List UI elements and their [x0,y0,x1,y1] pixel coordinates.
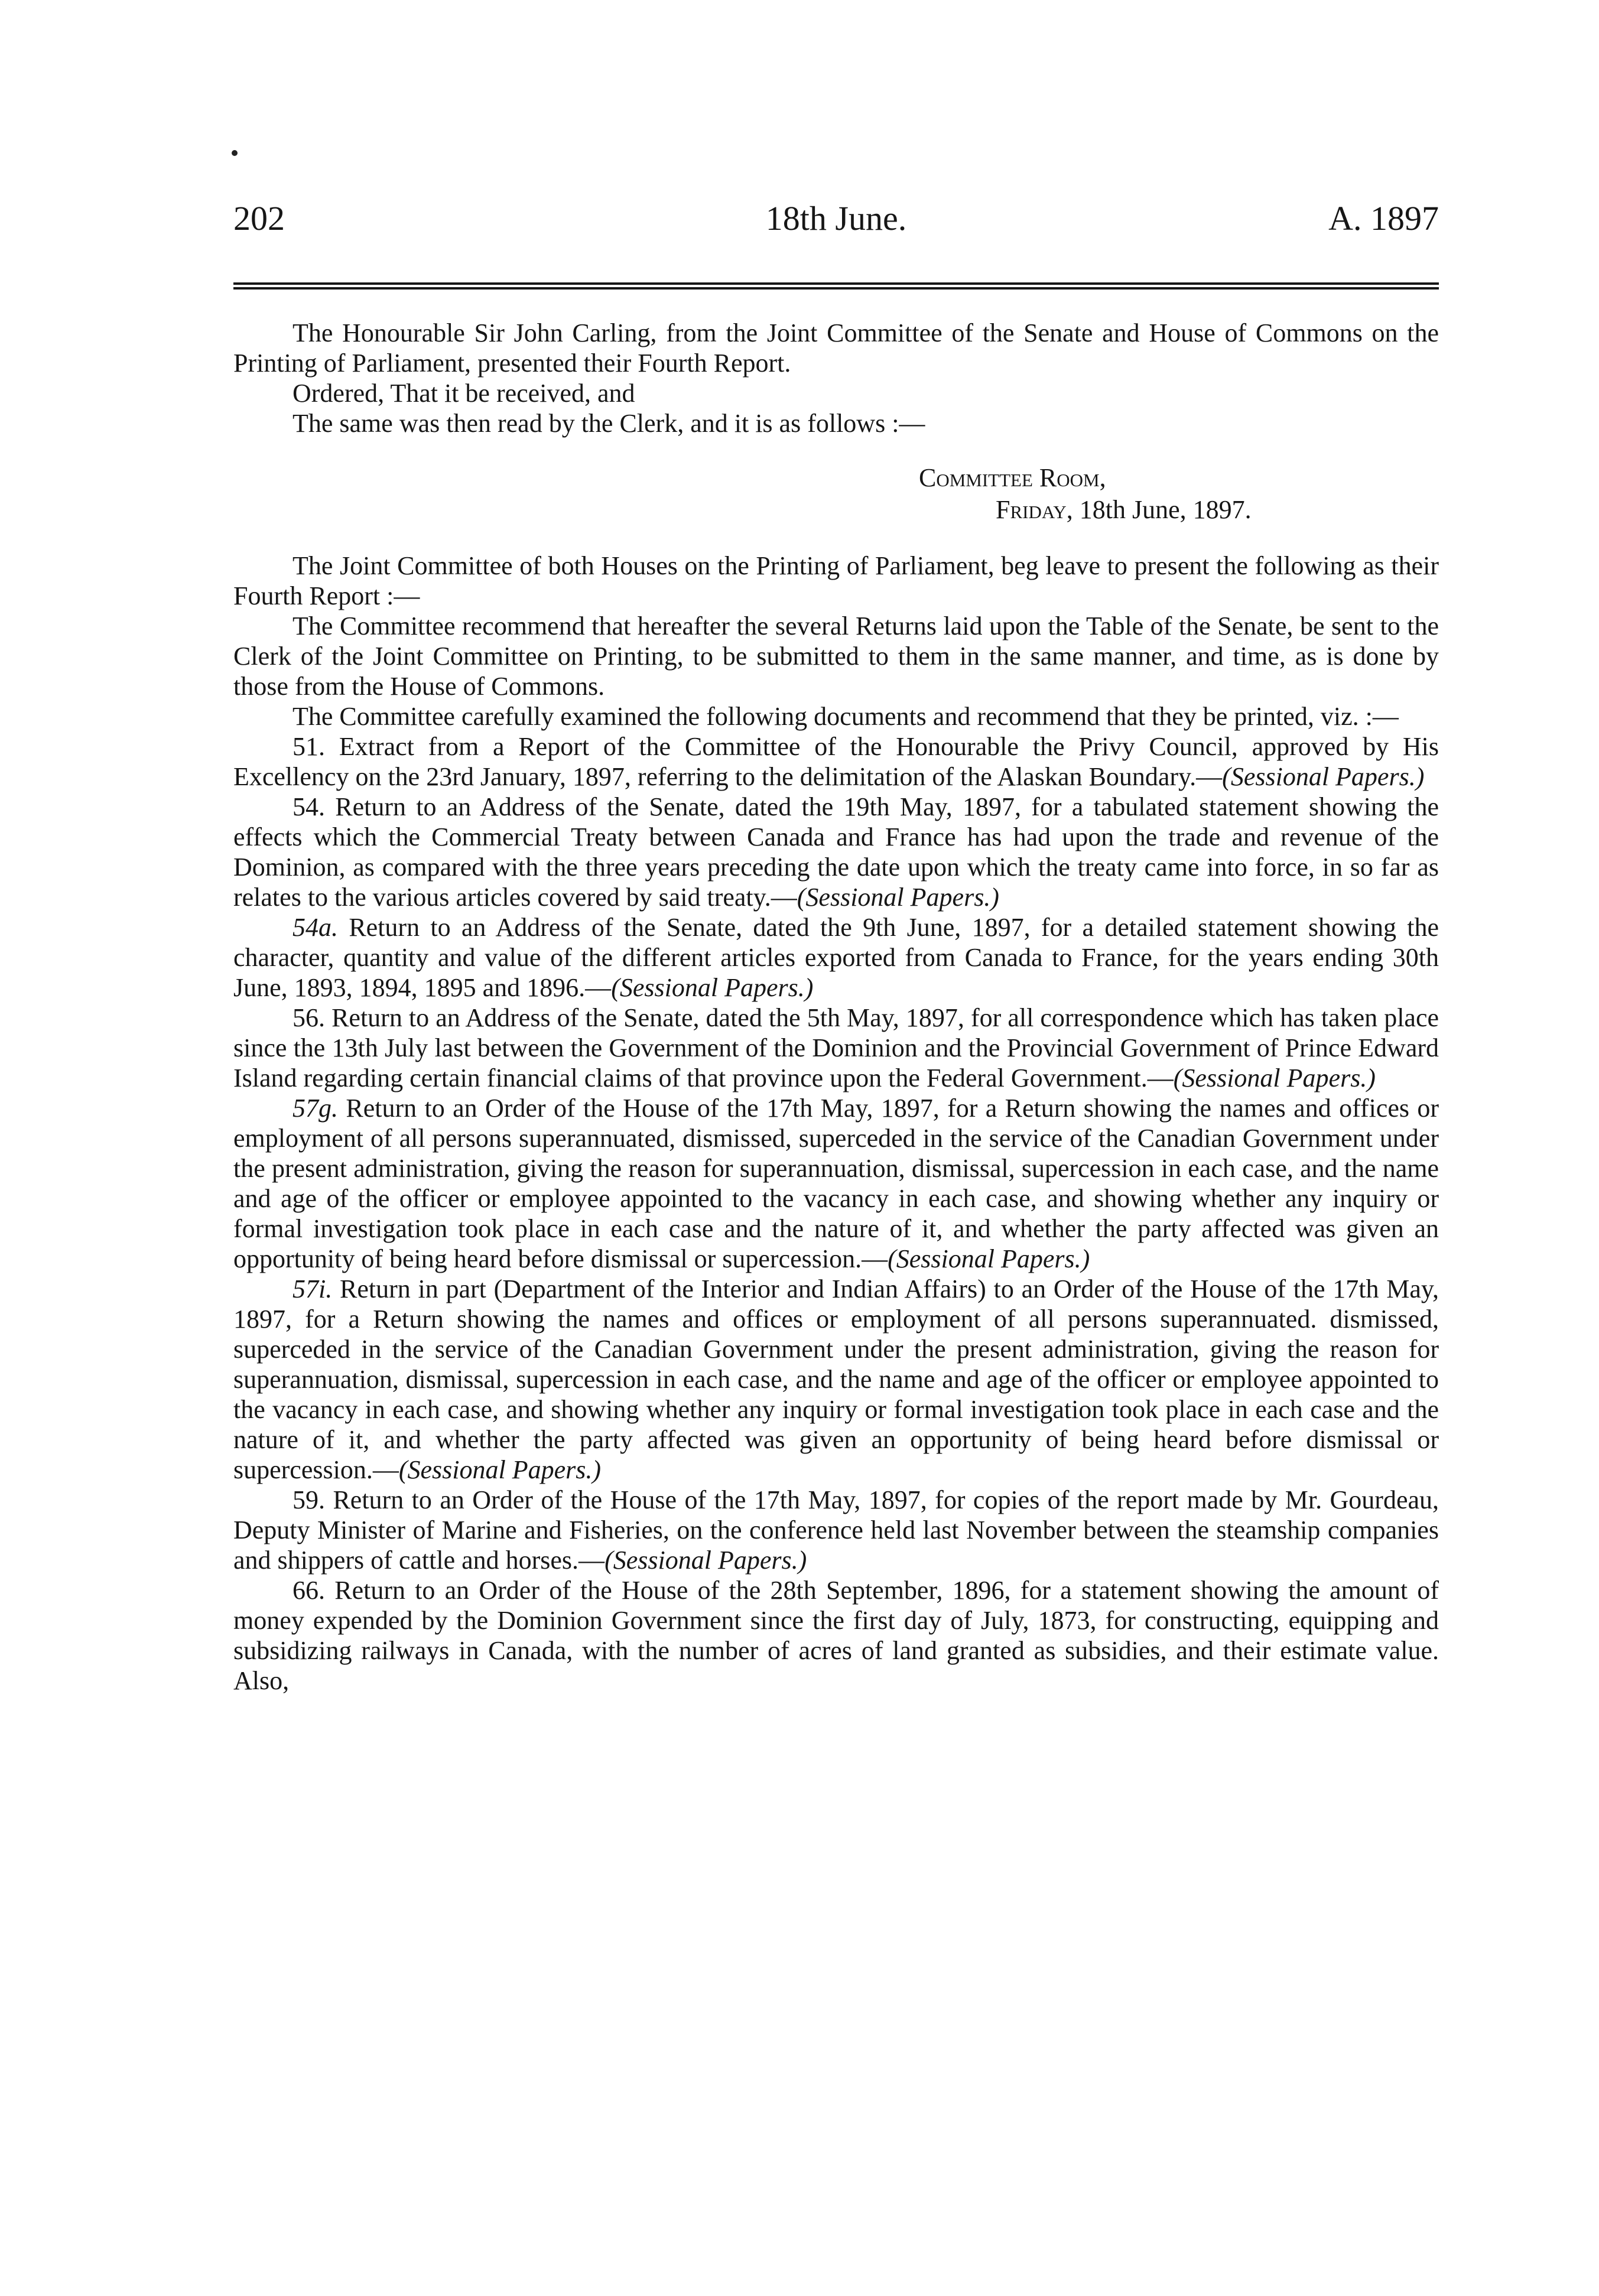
header-double-rule [233,282,1439,290]
item-text: Return in part (Department of the Interior and Indian Affairs) to an Order of the House of the 17th May, 1897, for a Return showing the names and offices or employment of all persons superannuated. dismissed, superceded in the service of the Canadian Government under the present administration, giving the reason for superannuation, dismissal, supercession in each case, and the name and age of the officer or employee appointed to the vacancy in each case, and showing whether any inquiry or formal investigation took place in each case and the nature of it, and whether the party affected was given an opportunity of being heard before dismissal or supercession.— [233,1274,1439,1484]
list-item [233,1274,1439,1485]
journal-body [233,318,1439,1696]
sessional-papers-tag: (Sessional Papers.) [604,1546,807,1575]
item-number: 57g. [292,1094,338,1123]
list-item [233,1575,1439,1696]
page-header [233,195,1439,242]
item-number: 66. [292,1576,325,1605]
list-item [233,1003,1439,1093]
item-number: 57i. [292,1274,333,1303]
ink-speck [232,150,238,156]
intro-paragraph: Ordered, That it be received, and [292,379,635,408]
sessional-papers-tag: (Sessional Papers.) [797,883,999,912]
document-list [233,731,1439,1696]
document-page [233,195,1439,1696]
header-date: 18th June. [765,199,907,238]
item-text: Return to an Order of the House of the 17th May, 1897, for copies of the report made by Mr. Gourdeau, Deputy Minister of Marine and Fisheries, on the conference held last November between the steamship companies and shippers of cattle and horses.— [233,1485,1439,1575]
list-item [233,1485,1439,1575]
list-item [233,792,1439,912]
page-number: 202 [233,199,285,238]
item-text: Return to an Address of the Senate, dated the 5th May, 1897, for all correspondence which has taken place since the 13th July last between the Government of the Dominion and the Provincial Government of Prince Edward Island regarding certain financial claims of that province upon the Federal Government.— [233,1003,1439,1092]
sessional-papers-tag: (Sessional Papers.) [398,1455,602,1484]
header-year: A. 1897 [1328,199,1439,238]
item-text: Return to an Order of the House of the 17th May, 1897, for a Return showing the names and offices or employment of all persons superannuated, dismissed, superceded in the service of the Canadian Government under the present administration, giving the reason for superannuation, dismissal, supercession in each case, and the name and age of the officer or employee appointed to the vacancy in each case, and showing whether any inquiry or formal investigation took place in each case and the nature of it, and whether the party affected was given an opportunity of being heard before dismissal or supercession.— [233,1094,1439,1273]
item-number: 59. [292,1485,325,1514]
item-number: 54a. [292,913,338,942]
item-number: 51. [292,732,325,761]
item-number: 56. [292,1003,325,1032]
report-paragraph: The Committee carefully examined the following documents and recommend that they be printed, viz. :— [292,702,1399,731]
sessional-papers-tag: (Sessional Papers.) [888,1244,1090,1273]
committee-heading [233,462,1439,526]
committee-day: Friday, [996,495,1073,524]
item-text: Return to an Address of the Senate, dated the 19th May, 1897, for a tabulated statement showing the effects which the Commercial Treaty between Canada and France has had upon the trade and revenue of the Dominion, as compared with the three years preceding the date upon which the treaty came into force, in so far as relates to the various articles covered by said treaty.— [233,792,1439,912]
report-paragraph: The Committee recommend that hereafter the several Returns laid upon the Table of the Senate, be sent to the Clerk of the Joint Committee on Printing, to be submitted to them in the same manner, and time, as is done by those from the House of Commons. [233,612,1439,701]
intro-paragraph: The same was then read by the Clerk, and it is as follows :— [292,409,925,438]
committee-day-line [233,494,1439,526]
list-item [233,912,1439,1003]
list-item [233,731,1439,792]
list-item [233,1093,1439,1274]
committee-room: Committee Room, [919,463,1106,492]
sessional-papers-tag: (Sessional Papers.) [1173,1064,1376,1092]
item-text: Extract from a Report of the Committee of the Honourable the Privy Council, approved by His Excellency on the 23rd January, 1897, referring to the delimitation of the Alaskan Boundary.— [233,732,1439,791]
report-paragraph: The Joint Committee of both Houses on the Printing of Parliament, beg leave to present the following as their Fourth Report :— [233,551,1439,610]
item-number: 54. [292,792,325,821]
item-text: Return to an Address of the Senate, dated the 9th June, 1897, for a detailed statement showing the character, quantity and value of the different articles exported from Canada to France, for the years ending 30th June, 1893, 1894, 1895 and 1896.— [233,913,1439,1002]
sessional-papers-tag: (Sessional Papers.) [1222,762,1425,791]
committee-date: 18th June, 1897. [1079,495,1252,524]
intro-paragraph: The Honourable Sir John Carling, from the Joint Committee of the Senate and House of Commons on the Printing of Parliament, presented their Fourth Report. [233,318,1439,378]
sessional-papers-tag: (Sessional Papers.) [611,973,814,1002]
item-text: Return to an Order of the House of the 28th September, 1896, for a statement showing the amount of money expended by the Dominion Government since the first day of July, 1873, for constructing, equipping and subsidizing railways in Canada, with the number of acres of land granted as subsidies, and their estimate value. Also, [233,1576,1439,1695]
